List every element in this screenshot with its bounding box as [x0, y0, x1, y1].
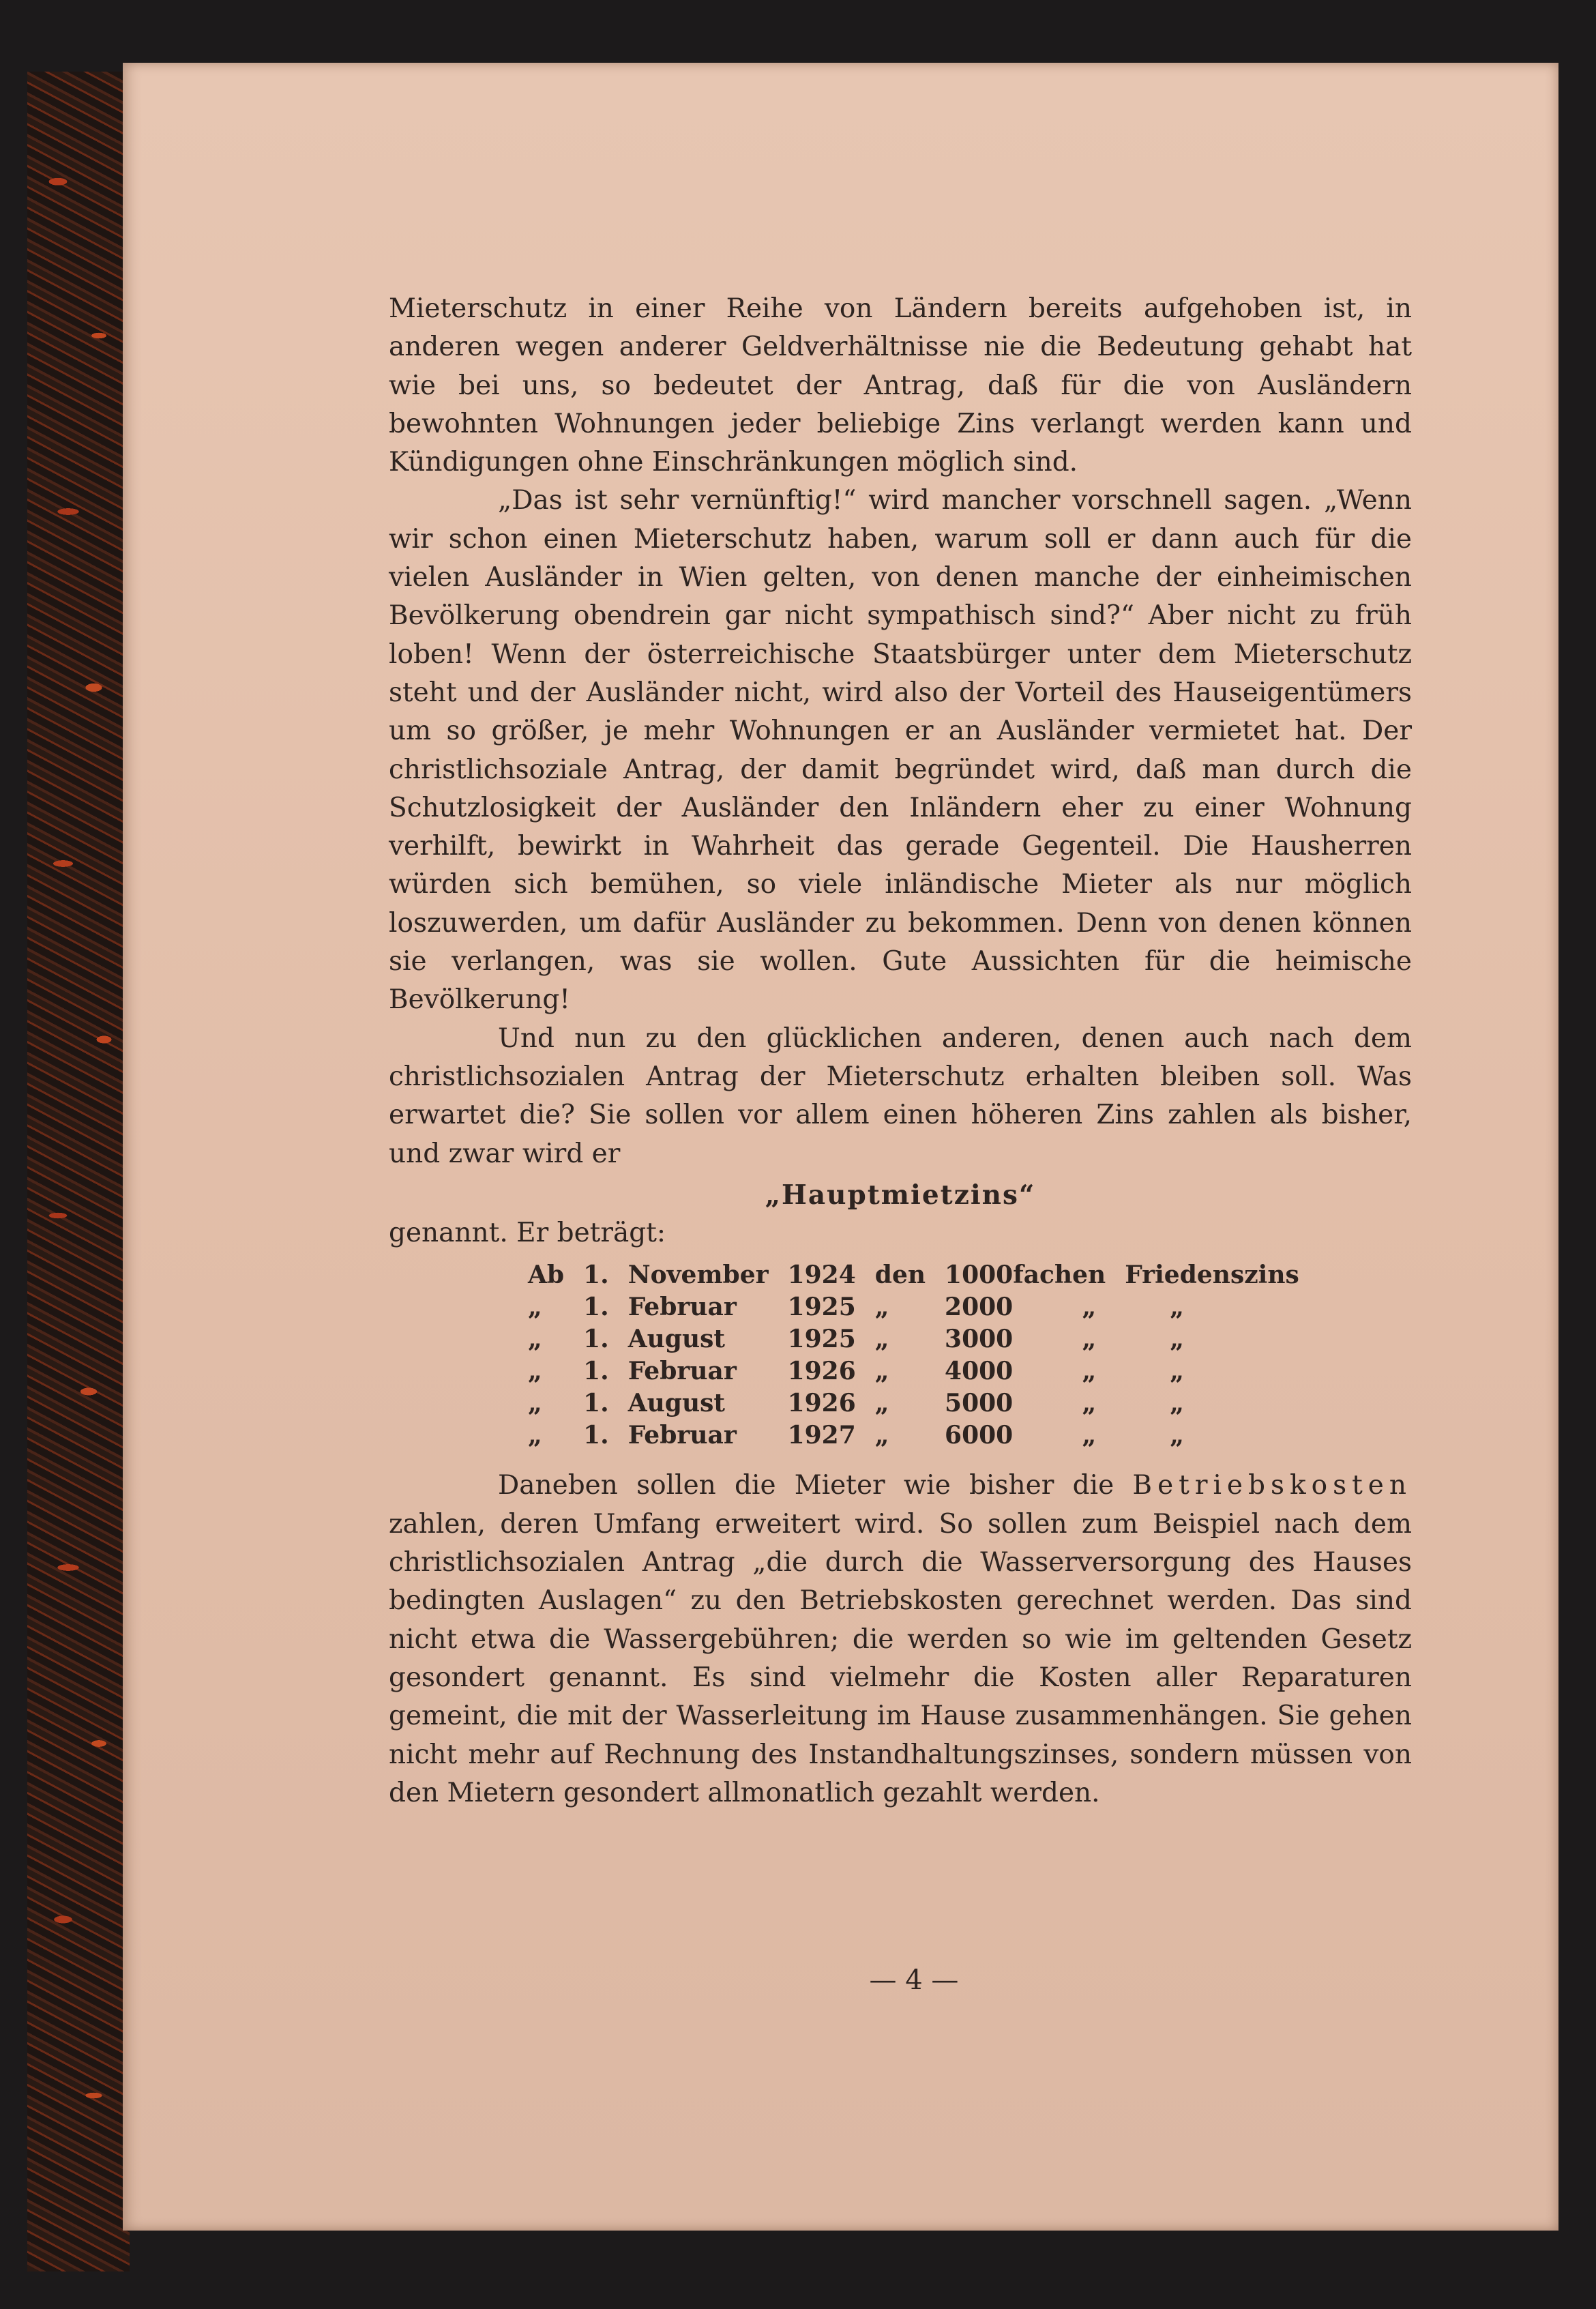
table-row	[518, 1387, 1309, 1420]
table-cell: „	[1170, 1325, 1184, 1354]
table-cell: 1.	[583, 1325, 609, 1354]
table-row	[518, 1420, 1309, 1452]
table-cell: „	[528, 1421, 542, 1450]
page-body-text	[389, 290, 1412, 1812]
table-cell: „	[1082, 1293, 1097, 1322]
paragraph-5-start: Daneben sollen die Mieter wie bisher die	[498, 1470, 1133, 1501]
table-cell: „	[874, 1389, 889, 1418]
table-cell: Februar	[627, 1421, 737, 1450]
table-cell: „	[1082, 1357, 1097, 1386]
paragraph-4: genannt. Er beträgt:	[389, 1218, 666, 1249]
table-cell: 1.	[583, 1357, 609, 1386]
table-cell: „	[1170, 1389, 1184, 1418]
table-cell: 1.	[583, 1421, 609, 1450]
table-cell: „	[528, 1357, 542, 1386]
paragraph-3: Und nun zu den glücklichen anderen, denen auch nach dem christlichsozialen Antrag der Mieterschutz erhalten bleiben soll. Was erwartet die? Sie sollen vor allem einen höheren Zins zahlen als bisher, und zwar wird er	[389, 1023, 1412, 1169]
rates-table	[518, 1259, 1309, 1452]
table-cell: 1.	[583, 1261, 609, 1290]
table-cell: 1.	[583, 1389, 609, 1418]
heading-hauptmietzins: „Hauptmietzins“	[765, 1179, 1036, 1211]
table-cell: 1926	[787, 1389, 856, 1418]
table-cell: „	[874, 1325, 889, 1354]
table-cell: November	[627, 1261, 769, 1290]
marbled-binding-edge	[27, 72, 130, 2271]
table-cell: „	[1082, 1389, 1097, 1418]
table-cell: 4000	[945, 1357, 1014, 1386]
page-number: — 4 —	[869, 1965, 959, 1996]
paragraph-5	[389, 1467, 1412, 1812]
table-cell: Februar	[627, 1357, 737, 1386]
table-row	[518, 1355, 1309, 1387]
table-cell: 1927	[787, 1421, 856, 1450]
paragraph-5-end: zahlen, deren Umfang erweitert wird. So sollen zum Beispiel nach dem christlichsozialen Antrag „die durch die Wasserversorgung des Hauses bedingten Auslagen“ zu den Betriebskosten gerechnet werden. Das sind nicht etwa die Wassergebühren; die werden so wie im geltenden Gesetz gesondert genannt. Es sind vielmehr die Kosten aller Reparaturen gemeint, die mit der Wasserleitung im Hause zusammenhängen. Sie gehen nicht mehr auf Rechnung des Instandhaltungszinses, sondern müssen von den Mietern gesondert allmonatlich gezahlt werden.	[389, 1508, 1412, 1808]
table-cell: Friedenszins	[1125, 1261, 1299, 1290]
table-cell: den	[874, 1261, 926, 1290]
paragraph-2: „Das ist sehr vernünftig!“ wird mancher vorschnell sagen. „Wenn wir schon einen Mieterschutz haben, warum soll er dann auch für die vielen Ausländer in Wien gelten, von denen manche der einheimischen Bevölkerung obendrein gar nicht sympathisch sind?“ Aber nicht zu früh loben! Wenn der österreichische Staatsbürger unter dem Mieterschutz steht und der Ausländer nicht, wird also der Vorteil des Hauseigentümers um so größer, je mehr Wohnungen er an Ausländer vermietet hat. Der christlichsoziale Antrag, der damit begründet wird, daß man durch die Schutzlosigkeit der Ausländer den Inländern eher zu einer Wohnung verhilft, bewirkt in Wahrheit das gerade Gegenteil. Die Hausherren würden sich bemühen, so viele inländische Mieter als nur möglich loszuwerden, um dafür Ausländer zu bekommen. Denn von denen können sie verlangen, was sie wollen. Gute Aussichten für die heimische Bevölkerung!	[389, 485, 1412, 1016]
table-row	[518, 1259, 1309, 1291]
table-cell: „	[1082, 1421, 1097, 1450]
table-cell: August	[627, 1389, 726, 1418]
table-row	[518, 1323, 1309, 1355]
table-cell: 5000	[945, 1389, 1014, 1418]
table-cell: 1.	[583, 1293, 609, 1322]
table-cell: „	[874, 1293, 889, 1322]
table-cell: 1925	[787, 1293, 856, 1322]
table-cell: „	[528, 1293, 542, 1322]
table-cell: 1000fachen	[945, 1261, 1106, 1290]
table-cell: 3000	[945, 1325, 1014, 1354]
table-cell: „	[874, 1421, 889, 1450]
paragraph-1: Mieterschutz in einer Reihe von Ländern bereits aufgehoben ist, in anderen wegen anderer Geldverhältnisse nie die Bedeutung gehabt hat wie bei uns, so bedeutet der Antrag, daß für die von Ausländern bewohnten Wohnungen jeder beliebige Zins verlangt werden kann und Kündigungen ohne Einschränkungen möglich sind.	[389, 293, 1412, 478]
table-cell: „	[1170, 1357, 1184, 1386]
table-cell: „	[1082, 1325, 1097, 1354]
table-cell: „	[1170, 1293, 1184, 1322]
table-cell: 6000	[945, 1421, 1014, 1450]
table-cell: 2000	[945, 1293, 1014, 1322]
table-cell: 1924	[787, 1261, 856, 1290]
table-cell: 1926	[787, 1357, 856, 1386]
table-cell: Ab	[528, 1261, 565, 1290]
table-row	[518, 1291, 1309, 1323]
paragraph-5-emphasis: Betriebskosten	[1132, 1470, 1412, 1501]
table-cell: 1925	[787, 1325, 856, 1354]
table-cell: Februar	[627, 1293, 737, 1322]
table-cell: „	[528, 1389, 542, 1418]
table-cell: „	[1170, 1421, 1184, 1450]
table-cell: „	[528, 1325, 542, 1354]
table-cell: August	[627, 1325, 726, 1354]
table-cell: „	[874, 1357, 889, 1386]
